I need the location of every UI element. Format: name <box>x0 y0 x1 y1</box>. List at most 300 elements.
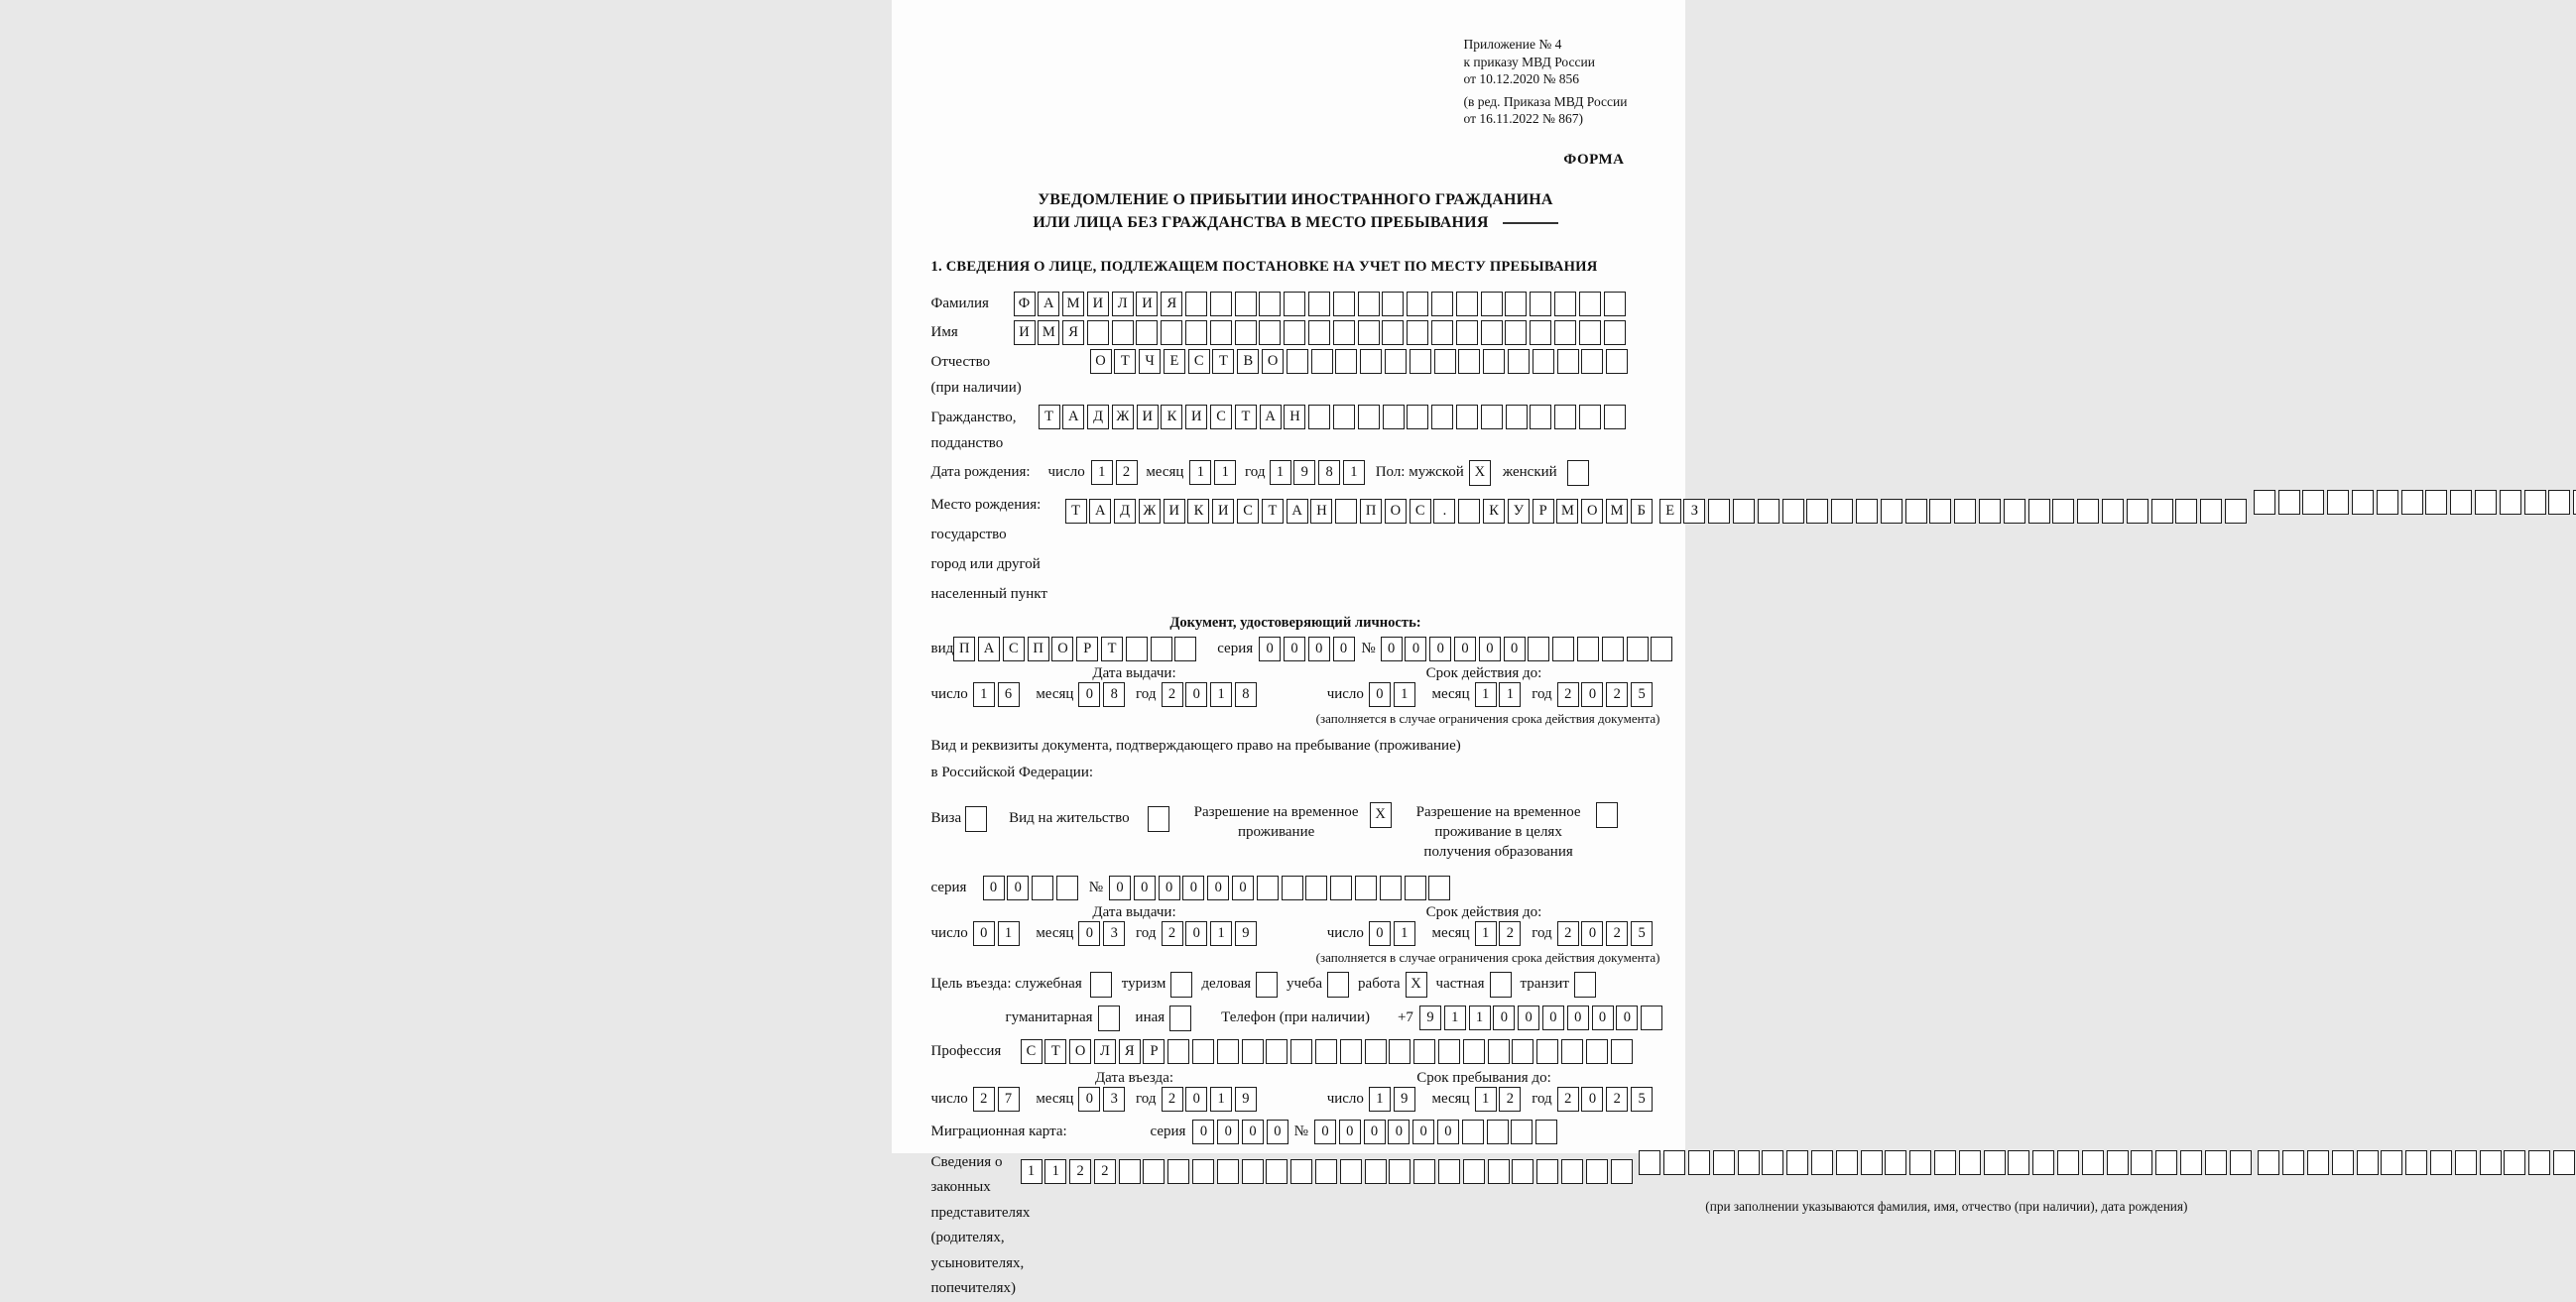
cell[interactable]: Р <box>1143 1039 1165 1064</box>
representatives-cells-2[interactable] <box>1639 1150 2254 1175</box>
cell[interactable]: 1 <box>1469 1006 1491 1030</box>
cell[interactable] <box>1929 499 1951 524</box>
cell[interactable] <box>1456 405 1478 429</box>
cell[interactable] <box>2155 1150 2177 1175</box>
cell[interactable] <box>1885 1150 1906 1175</box>
entry-year-cells[interactable] <box>1162 1087 1260 1112</box>
cell[interactable] <box>1782 499 1804 524</box>
cell[interactable]: Д <box>1087 405 1109 429</box>
cell[interactable] <box>1530 405 1551 429</box>
cell[interactable]: 0 <box>973 921 995 946</box>
cell[interactable]: 0 <box>1185 1087 1207 1112</box>
cell[interactable] <box>1242 1039 1264 1064</box>
cell[interactable] <box>1458 499 1480 524</box>
doc-issue-year-cells[interactable] <box>1162 682 1260 707</box>
cell[interactable] <box>1355 876 1377 900</box>
purpose-other-checkbox[interactable] <box>1169 1006 1191 1031</box>
cell[interactable] <box>1463 1159 1485 1184</box>
cell[interactable] <box>2352 490 2374 515</box>
representatives-cells-3[interactable] <box>2258 1150 2576 1175</box>
cell[interactable] <box>1340 1159 1362 1184</box>
cell[interactable]: В <box>1237 349 1259 374</box>
cell[interactable] <box>1192 1159 1214 1184</box>
cell[interactable]: 1 <box>1189 460 1211 485</box>
cell[interactable] <box>1389 1039 1411 1064</box>
cell[interactable]: П <box>1028 637 1049 661</box>
cell[interactable] <box>1284 292 1305 316</box>
cell[interactable] <box>1259 292 1281 316</box>
cell[interactable]: 0 <box>1259 637 1281 661</box>
cell[interactable]: 2 <box>1557 1087 1579 1112</box>
cell[interactable] <box>1438 1159 1460 1184</box>
cell[interactable] <box>1713 1150 1735 1175</box>
cell[interactable]: 0 <box>1581 921 1603 946</box>
cell[interactable]: 0 <box>1429 637 1451 661</box>
cell[interactable] <box>1533 349 1554 374</box>
cell[interactable] <box>2180 1150 2202 1175</box>
cell[interactable] <box>1210 320 1232 345</box>
cell[interactable]: 7 <box>998 1087 1020 1112</box>
cell[interactable] <box>1290 1159 1312 1184</box>
cell[interactable] <box>1431 405 1453 429</box>
cell[interactable]: Р <box>1533 499 1554 524</box>
cell[interactable]: 0 <box>1308 637 1330 661</box>
doc-issue-day-cells[interactable] <box>973 682 1023 707</box>
cell[interactable] <box>1308 405 1330 429</box>
cell[interactable] <box>1385 349 1407 374</box>
cell[interactable]: Р <box>1076 637 1098 661</box>
cell[interactable] <box>1505 320 1527 345</box>
cell[interactable] <box>2401 490 2423 515</box>
cell[interactable] <box>1934 1150 1956 1175</box>
cell[interactable]: 2 <box>1606 682 1628 707</box>
cell[interactable] <box>1333 320 1355 345</box>
cell[interactable]: И <box>1185 405 1207 429</box>
cell[interactable]: 0 <box>1182 876 1204 900</box>
cell[interactable]: Д <box>1114 499 1136 524</box>
cell[interactable] <box>1530 292 1551 316</box>
cell[interactable]: З <box>1683 499 1705 524</box>
cell[interactable]: 2 <box>1499 921 1521 946</box>
residence-expiry-month-cells[interactable] <box>1475 921 1525 946</box>
cell[interactable]: А <box>1038 292 1059 316</box>
cell[interactable] <box>2077 499 2099 524</box>
cell[interactable] <box>1505 292 1527 316</box>
cell[interactable] <box>2151 499 2173 524</box>
cell[interactable] <box>1335 499 1357 524</box>
cell[interactable]: 0 <box>1159 876 1180 900</box>
cell[interactable]: 1 <box>1394 682 1415 707</box>
cell[interactable] <box>1032 876 1053 900</box>
cell[interactable] <box>1639 1150 1660 1175</box>
cell[interactable]: 0 <box>1232 876 1254 900</box>
cell[interactable]: О <box>1090 349 1112 374</box>
cell[interactable] <box>1604 405 1626 429</box>
cell[interactable]: 2 <box>1162 682 1183 707</box>
cell[interactable] <box>1528 637 1549 661</box>
cell[interactable] <box>1561 1159 1583 1184</box>
cell[interactable] <box>1905 499 1927 524</box>
cell[interactable]: 0 <box>1314 1120 1336 1144</box>
cell[interactable] <box>1462 1120 1484 1144</box>
cell[interactable] <box>1333 405 1355 429</box>
cell[interactable] <box>1410 349 1431 374</box>
cell[interactable] <box>1365 1039 1387 1064</box>
purpose-humanitarian-checkbox[interactable] <box>1098 1006 1120 1031</box>
cell[interactable] <box>2028 499 2050 524</box>
cell[interactable] <box>1786 1150 1808 1175</box>
cell[interactable] <box>1407 320 1428 345</box>
cell[interactable]: И <box>1212 499 1234 524</box>
cell[interactable]: М <box>1038 320 1059 345</box>
doc-issue-month-cells[interactable] <box>1078 682 1128 707</box>
cell[interactable]: 0 <box>1405 637 1426 661</box>
cell[interactable]: 0 <box>1134 876 1156 900</box>
cell[interactable]: 0 <box>1369 921 1391 946</box>
cell[interactable]: О <box>1385 499 1407 524</box>
cell[interactable] <box>1641 1006 1662 1030</box>
cell[interactable]: С <box>1237 499 1259 524</box>
cell[interactable]: И <box>1164 499 1185 524</box>
cell[interactable]: 2 <box>1557 682 1579 707</box>
cell[interactable]: 2 <box>1162 921 1183 946</box>
cell[interactable] <box>1456 292 1478 316</box>
cell[interactable]: 0 <box>1007 876 1029 900</box>
cell[interactable]: 1 <box>1044 1159 1066 1184</box>
cell[interactable]: С <box>1003 637 1025 661</box>
cell[interactable] <box>2307 1150 2329 1175</box>
cell[interactable] <box>1856 499 1878 524</box>
cell[interactable] <box>1305 876 1327 900</box>
cell[interactable] <box>1463 1039 1485 1064</box>
cell[interactable] <box>1407 405 1428 429</box>
cell[interactable] <box>1174 637 1196 661</box>
cell[interactable]: 0 <box>1412 1120 1434 1144</box>
cell[interactable]: Т <box>1044 1039 1066 1064</box>
cell[interactable]: С <box>1410 499 1431 524</box>
cell[interactable] <box>2278 490 2300 515</box>
cell[interactable]: М <box>1556 499 1578 524</box>
purpose-business-checkbox[interactable] <box>1256 972 1278 998</box>
cell[interactable]: К <box>1161 405 1182 429</box>
cell[interactable]: 0 <box>1364 1120 1386 1144</box>
entry-day-cells[interactable] <box>973 1087 1023 1112</box>
cell[interactable] <box>1407 292 1428 316</box>
cell[interactable] <box>1506 405 1528 429</box>
cell[interactable]: 9 <box>1293 460 1315 485</box>
cell[interactable] <box>1315 1159 1337 1184</box>
cell[interactable]: Т <box>1039 405 1060 429</box>
cell[interactable]: 0 <box>1369 682 1391 707</box>
cell[interactable] <box>1536 1159 1558 1184</box>
cell[interactable] <box>1360 349 1382 374</box>
cell[interactable] <box>2008 1150 2029 1175</box>
cell[interactable]: Е <box>1164 349 1185 374</box>
cell[interactable] <box>1340 1039 1362 1064</box>
cell[interactable] <box>1984 1150 2006 1175</box>
cell[interactable] <box>1535 1120 1557 1144</box>
cell[interactable]: 1 <box>1394 921 1415 946</box>
cell[interactable]: 0 <box>1242 1120 1264 1144</box>
cell[interactable] <box>1217 1039 1239 1064</box>
cell[interactable] <box>1483 349 1505 374</box>
cell[interactable]: 0 <box>1284 637 1305 661</box>
cell[interactable]: Я <box>1161 292 1182 316</box>
cell[interactable] <box>1380 876 1402 900</box>
cell[interactable]: Л <box>1094 1039 1116 1064</box>
residence-series-cells[interactable] <box>983 876 1081 900</box>
cell[interactable] <box>2004 499 2025 524</box>
cell[interactable] <box>1257 876 1279 900</box>
cell[interactable] <box>1266 1039 1288 1064</box>
cell[interactable] <box>1512 1159 1533 1184</box>
cell[interactable]: 0 <box>1333 637 1355 661</box>
cell[interactable]: Т <box>1101 637 1123 661</box>
birth-month-cells[interactable] <box>1189 460 1239 485</box>
cell[interactable] <box>1511 1120 1533 1144</box>
cell[interactable] <box>1266 1159 1288 1184</box>
cell[interactable]: А <box>1260 405 1282 429</box>
temp-residence-edu-checkbox[interactable] <box>1596 802 1618 828</box>
cell[interactable]: . <box>1433 499 1455 524</box>
cell[interactable] <box>2332 1150 2354 1175</box>
cell[interactable] <box>2230 1150 2252 1175</box>
doc-series-cells[interactable] <box>1259 637 1357 661</box>
cell[interactable] <box>1431 320 1453 345</box>
cell[interactable] <box>1554 405 1576 429</box>
cell[interactable]: Ф <box>1014 292 1036 316</box>
cell[interactable] <box>2381 1150 2402 1175</box>
cell[interactable]: 1 <box>1021 1159 1043 1184</box>
cell[interactable] <box>1210 292 1232 316</box>
cell[interactable]: 0 <box>983 876 1005 900</box>
cell[interactable]: Ч <box>1139 349 1161 374</box>
birth-year-cells[interactable] <box>1270 460 1368 485</box>
cell[interactable]: 2 <box>1606 1087 1628 1112</box>
cell[interactable] <box>1627 637 1649 661</box>
patronymic-cells[interactable] <box>1090 349 1632 374</box>
cell[interactable]: 9 <box>1394 1087 1415 1112</box>
cell[interactable] <box>2082 1150 2104 1175</box>
cell[interactable]: 0 <box>1454 637 1476 661</box>
cell[interactable] <box>1530 320 1551 345</box>
cell[interactable] <box>1557 349 1579 374</box>
cell[interactable] <box>1431 292 1453 316</box>
cell[interactable] <box>1413 1039 1435 1064</box>
cell[interactable] <box>1581 349 1603 374</box>
cell[interactable] <box>2205 1150 2227 1175</box>
cell[interactable]: 1 <box>1444 1006 1466 1030</box>
cell[interactable]: 1 <box>1210 1087 1232 1112</box>
cell[interactable] <box>1586 1159 1608 1184</box>
cell[interactable] <box>2127 499 2148 524</box>
cell[interactable] <box>1831 499 1853 524</box>
cell[interactable]: Я <box>1062 320 1084 345</box>
cell[interactable]: И <box>1136 292 1158 316</box>
cell[interactable]: 0 <box>1437 1120 1459 1144</box>
cell[interactable] <box>1143 1159 1165 1184</box>
cell[interactable] <box>1056 876 1078 900</box>
migration-number-cells[interactable] <box>1314 1120 1560 1144</box>
birth-place-cells-3[interactable] <box>2254 490 2576 515</box>
cell[interactable] <box>1954 499 1976 524</box>
residence-issue-day-cells[interactable] <box>973 921 1023 946</box>
cell[interactable] <box>1259 320 1281 345</box>
cell[interactable] <box>1161 320 1182 345</box>
cell[interactable] <box>1389 1159 1411 1184</box>
purpose-private-checkbox[interactable] <box>1490 972 1512 998</box>
residence-issue-month-cells[interactable] <box>1078 921 1128 946</box>
cell[interactable]: 0 <box>1078 1087 1100 1112</box>
cell[interactable]: 3 <box>1103 1087 1125 1112</box>
cell[interactable]: М <box>1062 292 1084 316</box>
cell[interactable] <box>1836 1150 1858 1175</box>
cell[interactable] <box>1554 292 1576 316</box>
cell[interactable] <box>1738 1150 1760 1175</box>
cell[interactable] <box>2430 1150 2452 1175</box>
cell[interactable] <box>1602 637 1624 661</box>
cell[interactable]: 3 <box>1103 921 1125 946</box>
name-cells[interactable] <box>1014 320 1629 345</box>
cell[interactable]: 8 <box>1103 682 1125 707</box>
purpose-tourism-checkbox[interactable] <box>1170 972 1192 998</box>
cell[interactable]: 1 <box>1210 921 1232 946</box>
cell[interactable] <box>1365 1159 1387 1184</box>
cell[interactable]: Л <box>1112 292 1134 316</box>
cell[interactable] <box>2405 1150 2427 1175</box>
cell[interactable]: М <box>1606 499 1628 524</box>
cell[interactable]: 1 <box>1270 460 1291 485</box>
cell[interactable] <box>1330 876 1352 900</box>
cell[interactable] <box>2450 490 2472 515</box>
cell[interactable]: 1 <box>1475 1087 1497 1112</box>
cell[interactable]: Ж <box>1112 405 1134 429</box>
cell[interactable] <box>2057 1150 2079 1175</box>
cell[interactable] <box>2107 1150 2129 1175</box>
cell[interactable] <box>2524 490 2546 515</box>
cell[interactable]: О <box>1069 1039 1091 1064</box>
cell[interactable] <box>1758 499 1779 524</box>
cell[interactable]: К <box>1483 499 1505 524</box>
cell[interactable]: О <box>1262 349 1284 374</box>
cell[interactable]: 0 <box>1493 1006 1515 1030</box>
cell[interactable]: О <box>1051 637 1073 661</box>
cell[interactable]: 0 <box>1185 921 1207 946</box>
cell[interactable] <box>1663 1150 1685 1175</box>
cell[interactable] <box>2480 1150 2502 1175</box>
cell[interactable] <box>1861 1150 1883 1175</box>
purpose-work-checkbox[interactable]: X <box>1406 972 1427 998</box>
cell[interactable]: 0 <box>1581 1087 1603 1112</box>
cell[interactable] <box>1688 1150 1710 1175</box>
cell[interactable]: Т <box>1235 405 1257 429</box>
cell[interactable]: 0 <box>1267 1120 1288 1144</box>
cell[interactable]: 0 <box>1192 1120 1214 1144</box>
cell[interactable]: 0 <box>1567 1006 1589 1030</box>
cell[interactable] <box>1579 292 1601 316</box>
cell[interactable] <box>2282 1150 2304 1175</box>
residence-permit-checkbox[interactable] <box>1148 806 1169 832</box>
cell[interactable]: 2 <box>1162 1087 1183 1112</box>
cell[interactable] <box>1733 499 1755 524</box>
cell[interactable]: 1 <box>1343 460 1365 485</box>
cell[interactable] <box>2548 490 2570 515</box>
cell[interactable]: 9 <box>1419 1006 1441 1030</box>
cell[interactable]: 1 <box>973 682 995 707</box>
cell[interactable]: П <box>1360 499 1382 524</box>
cell[interactable]: П <box>953 637 975 661</box>
cell[interactable] <box>1458 349 1480 374</box>
cell[interactable] <box>2357 1150 2379 1175</box>
cell[interactable] <box>1382 320 1404 345</box>
purpose-official-checkbox[interactable] <box>1090 972 1112 998</box>
cell[interactable]: 1 <box>1214 460 1236 485</box>
cell[interactable]: Ж <box>1139 499 1161 524</box>
cell[interactable] <box>1604 320 1626 345</box>
cell[interactable] <box>1881 499 1902 524</box>
cell[interactable] <box>2032 1150 2054 1175</box>
cell[interactable] <box>2225 499 2247 524</box>
cell[interactable] <box>1428 876 1450 900</box>
stay-year-cells[interactable] <box>1557 1087 1656 1112</box>
cell[interactable]: С <box>1188 349 1210 374</box>
cell[interactable]: Т <box>1212 349 1234 374</box>
cell[interactable] <box>1119 1159 1141 1184</box>
cell[interactable]: 5 <box>1631 921 1653 946</box>
entry-month-cells[interactable] <box>1078 1087 1128 1112</box>
cell[interactable] <box>1481 405 1503 429</box>
cell[interactable] <box>1579 405 1601 429</box>
doc-expiry-year-cells[interactable] <box>1557 682 1656 707</box>
doc-expiry-month-cells[interactable] <box>1475 682 1525 707</box>
cell[interactable] <box>2258 1150 2279 1175</box>
cell[interactable] <box>2131 1150 2152 1175</box>
cell[interactable] <box>1579 320 1601 345</box>
cell[interactable] <box>1335 349 1357 374</box>
cell[interactable]: 9 <box>1235 1087 1257 1112</box>
birth-place-cells-2[interactable] <box>1659 499 2250 524</box>
cell[interactable] <box>1087 320 1109 345</box>
cell[interactable] <box>1282 876 1303 900</box>
cell[interactable] <box>1979 499 2001 524</box>
cell[interactable] <box>1552 637 1574 661</box>
cell[interactable] <box>1290 1039 1312 1064</box>
cell[interactable] <box>1762 1150 1783 1175</box>
cell[interactable]: 0 <box>1078 682 1100 707</box>
cell[interactable] <box>2200 499 2222 524</box>
cell[interactable]: А <box>978 637 1000 661</box>
cell[interactable] <box>1811 1150 1833 1175</box>
cell[interactable] <box>2102 499 2124 524</box>
purpose-transit-checkbox[interactable] <box>1574 972 1596 998</box>
cell[interactable] <box>1358 320 1380 345</box>
residence-expiry-day-cells[interactable] <box>1369 921 1418 946</box>
cell[interactable] <box>1167 1039 1189 1064</box>
cell[interactable]: 0 <box>1217 1120 1239 1144</box>
cell[interactable] <box>1217 1159 1239 1184</box>
cell[interactable] <box>1311 349 1333 374</box>
cell[interactable] <box>1488 1159 1510 1184</box>
cell[interactable] <box>1405 876 1426 900</box>
representatives-cells-1[interactable] <box>1021 1159 1636 1184</box>
cell[interactable] <box>1909 1150 1931 1175</box>
cell[interactable] <box>1959 1150 1981 1175</box>
cell[interactable]: 2 <box>1557 921 1579 946</box>
cell[interactable] <box>1438 1039 1460 1064</box>
cell[interactable]: 0 <box>1504 637 1526 661</box>
cell[interactable]: 2 <box>1116 460 1138 485</box>
cell[interactable]: Е <box>1659 499 1681 524</box>
